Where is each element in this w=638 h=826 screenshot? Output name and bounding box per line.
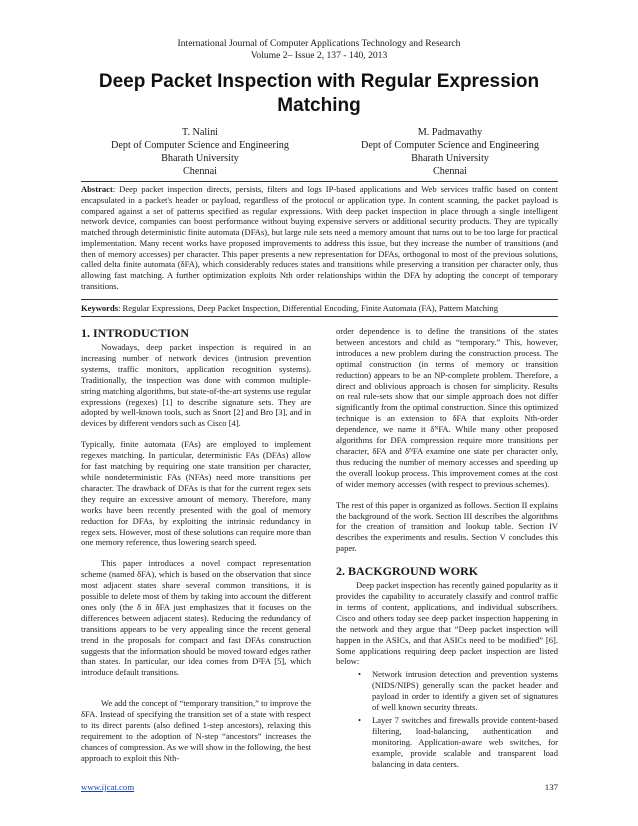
list-item-text: Network intrusion detection and prevention systems (NIDS/NIPS) generally scan the packet header and payload in order to identify a given set of signatures of well known security threats. [372, 669, 558, 713]
keywords-label: Keywords [81, 303, 119, 313]
bullet-icon: • [358, 715, 361, 725]
journal-header [0, 38, 638, 62]
application-list [336, 669, 558, 769]
section-heading-background: 2. BACKGROUND WORK [336, 564, 479, 579]
abstract-label: Abstract [81, 184, 113, 194]
intro-paragraph-5: order dependence is to define the transitions of the states between ancestors and child as “temporary.” This, however, introduces a new problem during the construction process. The optimal construction (in terms of memory or transition reduction) appears to be an NP-complete problem. Therefore, a direct and oblivious approach is chosen for simplicity. Results on real rule-sets show that our simple approach does not differ significantly from the optimal construction. Since this optimized technique is an extension to δFA that exploits Nth-order dependence, we name it δᴺFA. While many other proposed algorithms for DFA compression require more transitions per character, δFA and δᴺFA examine one state per character only, thus reducing the number of memory accesses and speeding up the overall lookup process. This improvement comes at the cost of wider memory accesses (with respect to previous schemes). [336, 326, 558, 489]
journal-website-link[interactable]: www.ijcat.com [81, 782, 135, 792]
section-heading-introduction: 1. INTRODUCTION [81, 326, 190, 340]
journal-volume: Volume 2– Issue 2, 137 - 140, 2013 [250, 50, 388, 61]
left-column [81, 326, 311, 774]
author-block-1 [80, 126, 320, 178]
intro-paragraph-4: We add the concept of “temporary transition,” to improve the δFA. Instead of specifying the transition set of a state with respect to its direct parents (also defined 1-step ancestors), relaxing this requirement to the adoption of N-step “ancestors” increases the chances of compression. As we will show in the following, the best approach to exploit this Nth- [81, 698, 312, 763]
intro-paragraph-6: The rest of this paper is organized as follows. Section II explains the background of the work. Section III describes the algorithms for the creation of transition and lookup table. Section IV describes the experiments and results. Section V concludes this paper. [336, 499, 558, 554]
abstract [81, 184, 558, 292]
keywords-bottom-rule [81, 316, 558, 317]
author-dept: Dept of Computer Science and Engineering [111, 140, 289, 151]
author-city: Chennai [183, 166, 217, 177]
journal-name: International Journal of Computer Applications Technology and Research [177, 38, 461, 49]
author-name: T. Nalini [181, 127, 219, 138]
keywords-text: : Regular Expressions, Deep Packet Inspection, Differential Encoding, Finite Automata (FA), Pattern Matching [118, 303, 498, 313]
author-university: Bharath University [411, 153, 489, 164]
intro-paragraph-1: Nowadays, deep packet inspection is required in an increasing number of network devices (intrusion prevention systems, traffic monitors, application recognition systems). Traditionally, the inspection was done with common multiple-string matching algorithms, but state-of-the-art systems use regular expressions (regexes) [1] to describe signature sets. They are adopted by well-known tools, such as Snort [2] and Bro [3], and in devices by different vendors such as Cisco [4]. [81, 342, 311, 429]
author-name: M. Padmavathy [417, 127, 483, 138]
intro-paragraph-3: This paper introduces a novel compact representation scheme (named δFA), which is based on the observation that since most adjacent states share several common transitions, it is possible to delete most of them by taking into account the different ones only (the δ in δFA just emphasizes that it focuses on the differences between adjacent states). Reducing the redundancy of transitions appears to be very appealing since the recent general trend in the proposals for compact and fast DFAs construction suggests that the information should be moved toward edges rather than states. In particular, our idea comes from D²FA [5], which introduce default transitions. [81, 558, 311, 678]
intro-paragraph-2: Typically, finite automata (FAs) are employed to implement regexes matching. In particular, deterministic FAs (DFAs) allow for fast matching by requiring one state transition per character, while nondeterministic FAs (NFAs) need more transitions per character. The drawback of DFAs is that for the current regex sets they require an excessive amount of memory. Therefore, many works have been recently presented with the goal of memory reduction for DFAs, by exploiting the intrinsic redundancy in regex sets. However, most of these solutions can require more than one memory reference, thus lowering search speed. [81, 439, 311, 548]
author-city: Chennai [433, 166, 467, 177]
abstract-text: : Deep packet inspection directs, persists, filters and logs IP-based applications and Web services traffic based on content encapsulated in a packet's header or payload, regardless of the protocol or application type. In content scanning, the packet payload is compared against a set of patterns specified as regular expressions. With deep packet inspection in place through a single intelligent network device, companies can boost performance without buying expensive servers or additional security products. They are typically matched through deterministic finite automata (DFAs), but large rule sets need a memory amount that turns out to be too large for practical implementation. Many recent works have proposed improvements to address this issue, but they increase the number of transitions (and then of memory accesses) per character. This paper presents a new representation for DFAs, orthogonal to most of the previous solutions, called delta finite automata (δFA), which considerably reduces states and transitions while preserving a transition per character only, thus allowing fast matching. A further optimization exploits Nth order relationships within the DFA by adopting the concept of temporary transitions. [81, 184, 558, 291]
list-item-text: Layer 7 switches and firewalls provide content-based filtering, load-balancing, authentication and monitoring. Application-aware web switches, for example, provide scalable and transparent load balancing in data centers. [372, 715, 558, 769]
list-item [336, 669, 558, 713]
abstract-top-rule [81, 181, 558, 182]
paper-title: Deep Packet Inspection with Regular Expression Matching [98, 71, 540, 116]
background-paragraph-1: Deep packet inspection has recently gained popularity as it provides the capability to accurately classify and control traffic in terms of content, applications, and individual subscribers. Cisco and others today see deep packet inspection happening in the network and they argue that “Deep packet inspection will happen in the ASICs, and that ASICs need to be modified” [6]. Some applications requiring deep packet inspection are listed below: [336, 580, 558, 667]
list-item [336, 715, 558, 770]
keywords [81, 303, 558, 314]
author-dept: Dept of Computer Science and Engineering [361, 140, 539, 151]
bullet-icon: • [358, 669, 361, 680]
abstract-bottom-rule [81, 299, 558, 300]
author-university: Bharath University [161, 153, 239, 164]
author-block-2 [330, 126, 570, 178]
right-column [336, 326, 558, 772]
page-number: 137 [544, 782, 558, 792]
